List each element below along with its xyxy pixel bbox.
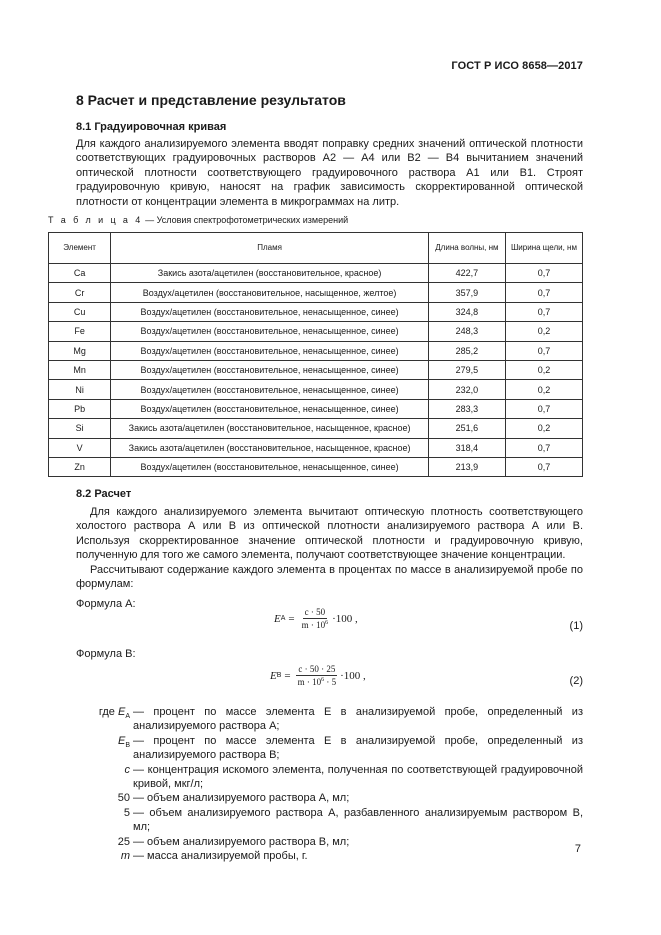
section-8-1-paragraph: Для каждого анализируемого элемента вводят поправку средних значений оптической плотности соответствующих градуировочных растворов А2 — А4 или В2 — В4 вычитанием значений оптической плотности соответствующего градуировочного раствора А1 или В1. Строят градуировочную кривую, наносят на график зависимость скорректированной оптической плотности от концентрации элемента в микрограммах на литр.: [76, 138, 583, 208]
cell-wavelength: 357,9: [428, 283, 505, 302]
definition-item: [48, 705, 583, 734]
header-wavelength: Длина волны, нм: [428, 233, 505, 264]
cell-flame: Закись азота/ацетилен (восстановительное, насыщенное, красное): [111, 438, 429, 457]
table-row: [49, 322, 583, 341]
table-row: [49, 457, 583, 476]
formula-b-numerator: c · 50 · 25: [298, 664, 336, 674]
cell-element: Ni: [49, 380, 111, 399]
cell-flame: Закись азота/ацетилен (восстановительное, насыщенное, красное): [111, 419, 429, 438]
table-row: [49, 438, 583, 457]
cell-element: Fe: [49, 322, 111, 341]
equation-1-number: (1): [569, 620, 583, 632]
formula-a-numerator: c · 50: [304, 607, 326, 617]
cell-wavelength: 283,3: [428, 399, 505, 418]
definition-item: [48, 734, 583, 763]
cell-wavelength: 285,2: [428, 341, 505, 360]
formula-b-var: E: [270, 669, 277, 682]
cell-slit-width: 0,7: [505, 438, 582, 457]
definition-item: [48, 835, 583, 849]
table-caption-prefix: Т а б л и ц а 4: [48, 215, 143, 225]
cell-slit-width: 0,2: [505, 360, 582, 379]
page-number: 7: [574, 843, 581, 855]
cell-element: Pb: [49, 399, 111, 418]
definition-item: [48, 806, 583, 835]
formula-b: E B = $\frac{c \cdot 50 \cdot 25}{m \cdot 10^6 \cdot 5}$ ·100 ,: [270, 664, 366, 687]
table-header-row: [49, 233, 583, 264]
header-slit-width: Ширина щели, нм: [505, 233, 582, 264]
cell-slit-width: 0,7: [505, 302, 582, 321]
table-row: [49, 399, 583, 418]
formula-a-tail: ·100 ,: [332, 612, 358, 625]
cell-flame: Воздух/ацетилен (восстановительное, ненасыщенное, синее): [111, 399, 429, 418]
cell-element: Cr: [49, 283, 111, 302]
section-8-2-title: 8.2 Расчет: [76, 488, 132, 500]
cell-wavelength: 232,0: [428, 380, 505, 399]
cell-slit-width: 0,7: [505, 457, 582, 476]
definition-symbol: m: [120, 850, 130, 863]
cell-wavelength: 279,5: [428, 360, 505, 379]
table-row: [49, 264, 583, 283]
formula-b-tail: ·100 ,: [340, 669, 366, 682]
cell-flame: Закись азота/ацетилен (восстановительное, красное): [111, 264, 429, 283]
formula-a-label: Формула А:: [76, 598, 136, 610]
cell-wavelength: 324,8: [428, 302, 505, 321]
cell-element: V: [49, 438, 111, 457]
cell-flame: Воздух/ацетилен (восстановительное, ненасыщенное, синее): [111, 322, 429, 341]
cell-element: Mg: [49, 341, 111, 360]
cell-flame: Воздух/ацетилен (восстановительное, ненасыщенное, синее): [111, 380, 429, 399]
standard-code: ГОСТ Р ИСО 8658—2017: [451, 60, 583, 72]
table-row: [49, 283, 583, 302]
definition-item: [48, 849, 583, 863]
cell-slit-width: 0,7: [505, 399, 582, 418]
measurement-conditions-table: [48, 232, 583, 477]
table-row: [49, 341, 583, 360]
formula-a-fraction: [300, 607, 331, 630]
section-8-2-paragraph-2: Рассчитывают содержание каждого элемента в процентах по массе в анализируемой пробе по формулам:: [76, 564, 583, 591]
section-8-2-paragraph-1: Для каждого анализируемого элемента вычитают оптическую плотность соответствующего холостого раствора А или В из оптической плотности анализируемого раствора А или В. Используя скорректированное значение оптической плотности и градуировочную кривую, полученную для того же самого элемента, получают соответствующее значение концентрации.: [76, 506, 583, 562]
formula-b-sub: B: [276, 672, 282, 679]
definition-symbol: $E_B$: [117, 734, 130, 749]
section-8-1-title: 8.1 Градуировочная кривая: [76, 121, 227, 133]
cell-wavelength: 422,7: [428, 264, 505, 283]
section-8-title: 8 Расчет и представление результатов: [76, 92, 346, 108]
table-caption: [48, 215, 348, 225]
definition-text: — процент по массе элемента E в анализируемой пробе, определенный из анализируемого раствора В;: [133, 734, 583, 762]
cell-slit-width: 0,2: [505, 419, 582, 438]
cell-flame: Воздух/ацетилен (восстановительное, ненасыщенное, синее): [111, 302, 429, 321]
cell-element: Zn: [49, 457, 111, 476]
cell-element: Ca: [49, 264, 111, 283]
table-caption-text: — Условия спектрофотометрических измерений: [142, 215, 349, 225]
definition-symbol: 25: [117, 835, 130, 848]
definition-symbol: 50: [117, 792, 130, 805]
cell-slit-width: 0,2: [505, 380, 582, 399]
cell-wavelength: 213,9: [428, 457, 505, 476]
table-row: [49, 419, 583, 438]
definitions-list: [48, 705, 583, 863]
formula-b-denominator: $m \cdot 10^6 \cdot 5$: [297, 677, 337, 687]
table-row: [49, 302, 583, 321]
definition-text: — масса анализируемой пробы, г.: [133, 850, 308, 863]
definition-item: [48, 791, 583, 805]
table-row: [49, 380, 583, 399]
definition-text: — объем анализируемого раствора В, мл;: [133, 835, 350, 848]
header-element: Элемент: [49, 233, 111, 264]
cell-flame: Воздух/ацетилен (восстановительное, ненасыщенное, синее): [111, 360, 429, 379]
formula-a-sub: A: [280, 615, 286, 622]
cell-slit-width: 0,7: [505, 264, 582, 283]
table-row: [49, 360, 583, 379]
cell-element: Cu: [49, 302, 111, 321]
header-flame: Пламя: [111, 233, 429, 264]
definition-text: — концентрация искомого элемента, полученная по соответствующей градуировочной кривой, мкг/л;: [133, 763, 583, 791]
formula-b-fraction: [296, 664, 339, 687]
definition-text: — объем анализируемого раствора А, разбавленного анализируемым раствором В, мл;: [133, 806, 583, 834]
cell-wavelength: 318,4: [428, 438, 505, 457]
formula-a: E A = $\frac{c \cdot 50}{m \cdot 10^6}$ ·100 ,: [274, 607, 358, 630]
formula-b-label: Формула В:: [76, 648, 136, 660]
definition-text: — процент по массе элемента E в анализируемой пробе, определенный из анализируемого раствора А;: [133, 706, 583, 733]
cell-flame: Воздух/ацетилен (восстановительное, насыщенное, желтое): [111, 283, 429, 302]
cell-wavelength: 251,6: [428, 419, 505, 438]
definition-item: [48, 763, 583, 792]
section-8-1-text: [76, 137, 583, 209]
cell-wavelength: 248,3: [428, 322, 505, 341]
definition-symbol: 5: [123, 806, 130, 819]
cell-element: Si: [49, 419, 111, 438]
definition-symbol: c: [124, 763, 130, 776]
equation-2-number: (2): [569, 675, 583, 687]
cell-flame: Воздух/ацетилен (восстановительное, ненасыщенное, синее): [111, 341, 429, 360]
definition-text: — объем анализируемого раствора А, мл;: [133, 792, 350, 805]
cell-flame: Воздух/ацетилен (восстановительное, ненасыщенное, синее): [111, 457, 429, 476]
formula-a-denominator: $m \cdot 10^6$: [301, 620, 329, 630]
cell-element: Mn: [49, 360, 111, 379]
cell-slit-width: 0,2: [505, 322, 582, 341]
cell-slit-width: 0,7: [505, 341, 582, 360]
definition-symbol: где $E_A$: [98, 706, 130, 720]
cell-slit-width: 0,7: [505, 283, 582, 302]
formula-a-var: E: [274, 612, 281, 625]
